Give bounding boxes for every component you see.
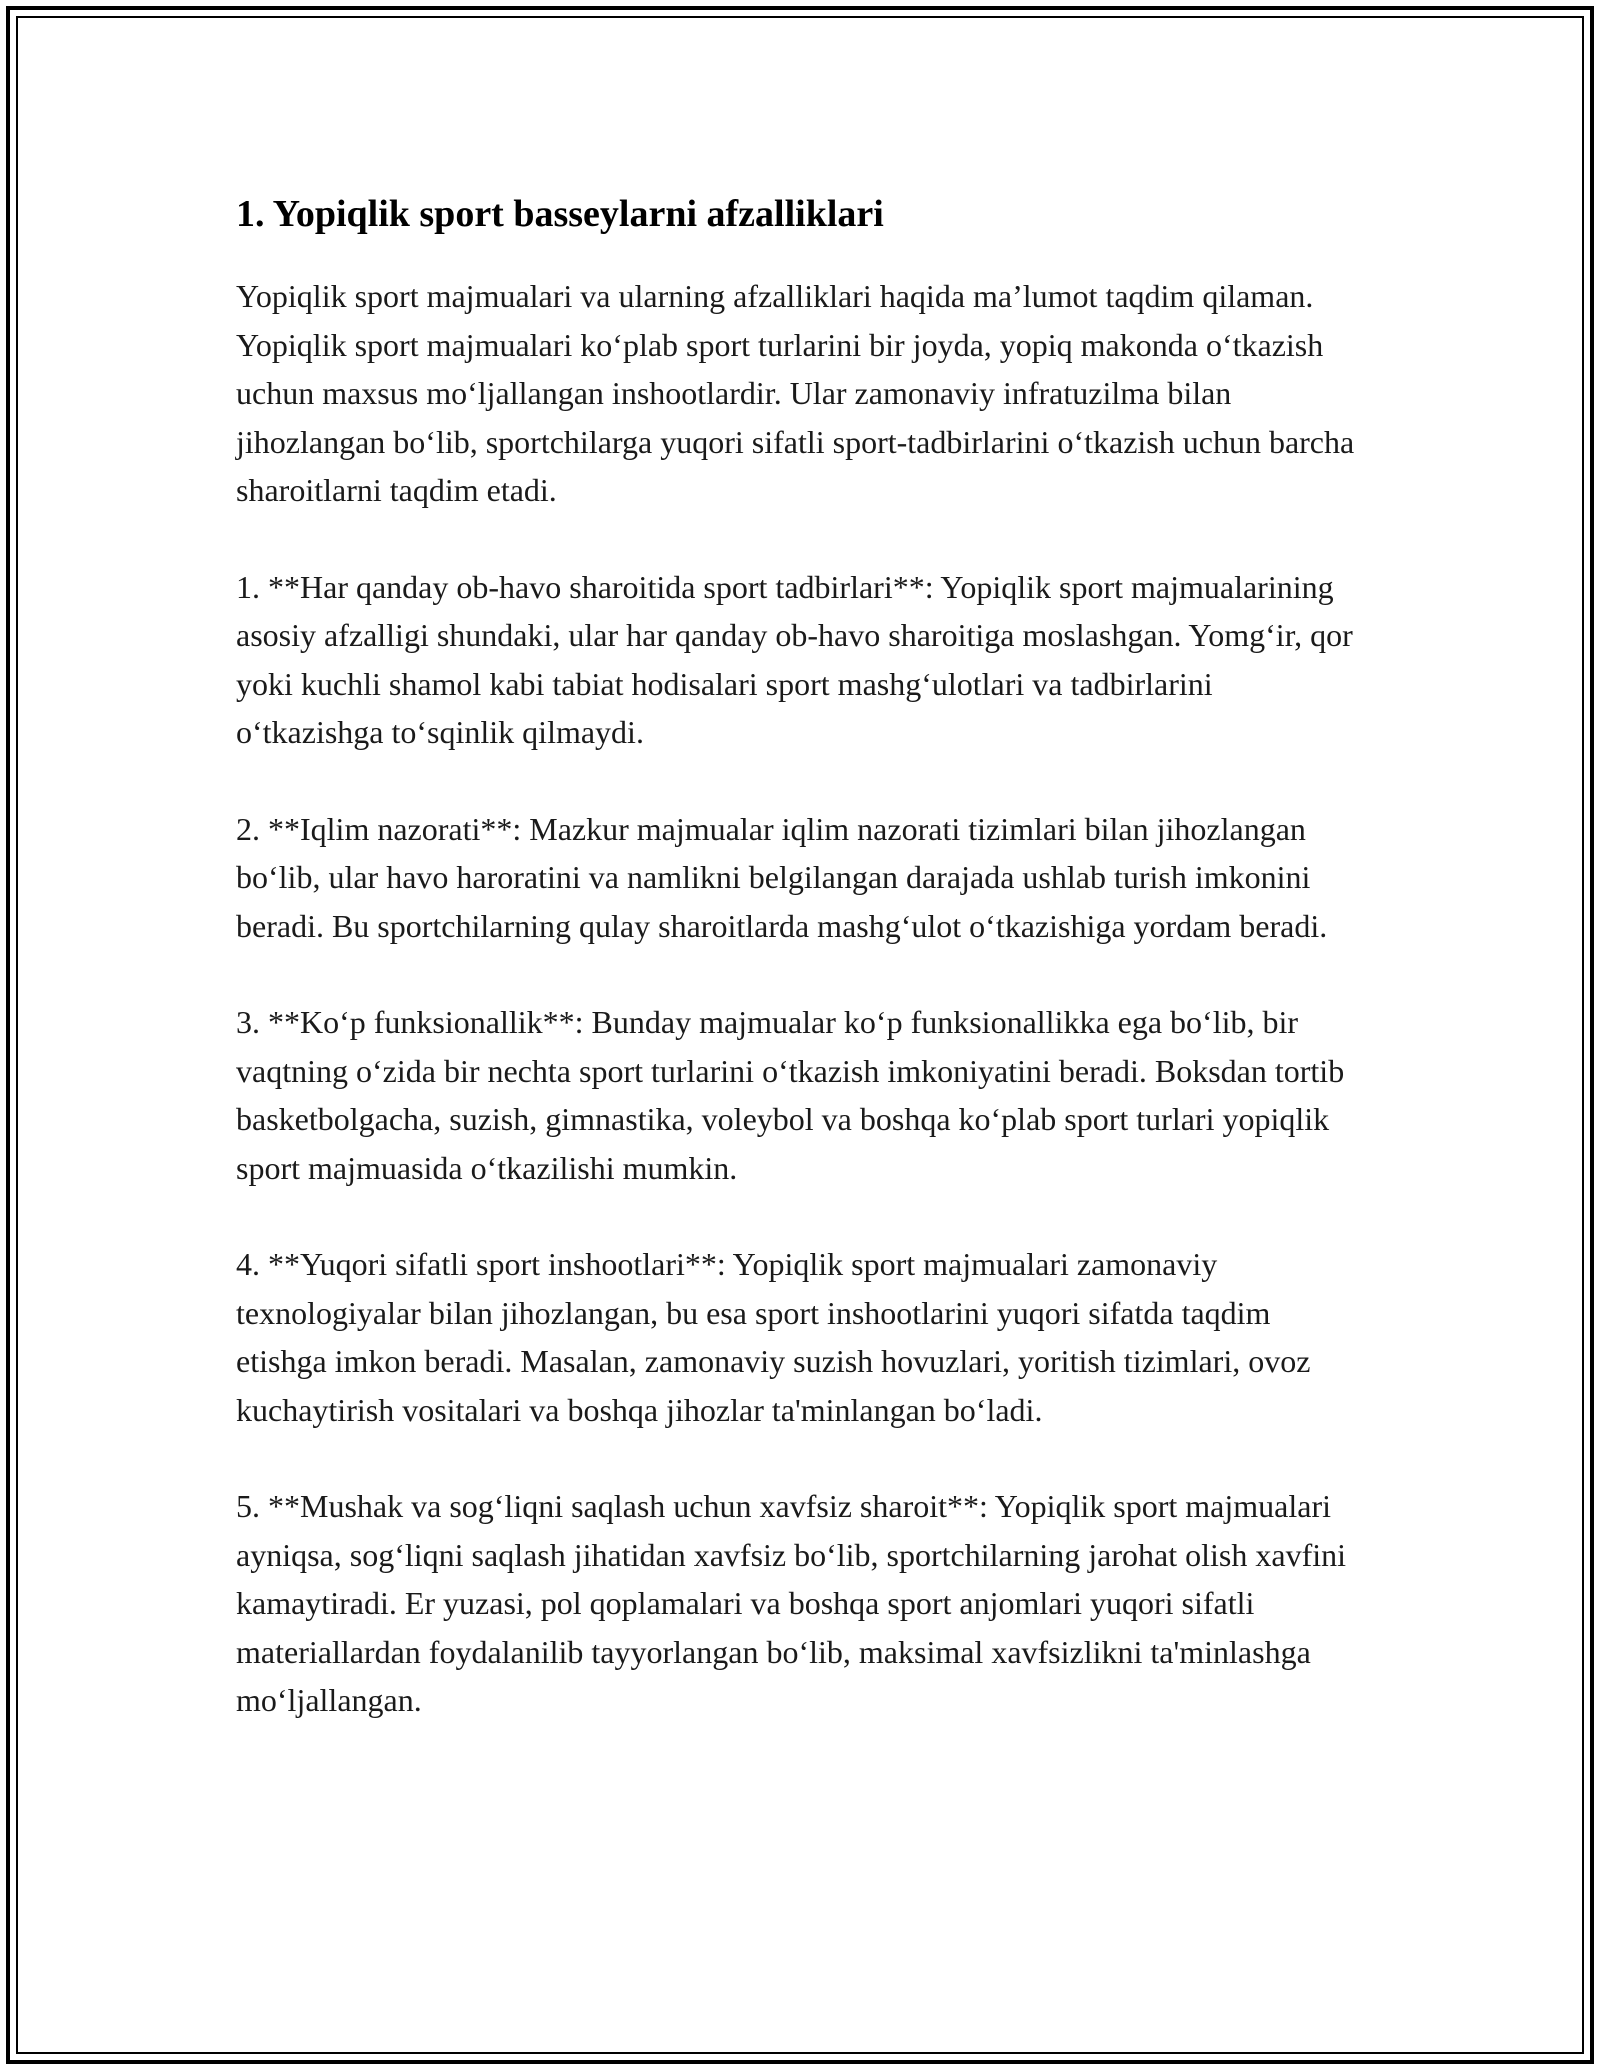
document-body	[236, 184, 1366, 1725]
intro-paragraph: Yopiqlik sport majmualari va ularning afzalliklari haqida ma’lumot taqdim qilaman. Yopiqlik sport majmualari ko‘plab sport turlarini bir joyda, yopiq makonda o‘tkazish uchun maxsus mo‘ljallangan inshootlardir. Ular zamonaviy infratuzilma bilan jihozlangan bo‘lib, sportchilarga yuqori sifatli sport-tadbirlarini o‘tkazish uchun barcha sharoitlarni taqdim etadi.	[236, 278, 1355, 508]
list-item-5: 5. **Mushak va sog‘liqni saqlash uchun xavfsiz sharoit**: Yopiqlik sport majmualari ayniqsa, sog‘liqni saqlash jihatidan xavfsiz bo‘lib, sportchilarning jarohat olish xavfini kamaytiradi. Er yuzasi, pol qoplamalari va boshqa sport anjomlari yuqori sifatli materiallardan foydalanilib tayyorlangan bo‘lib, maksimal xavfsizlikni ta'minlashga mo‘ljallangan.	[236, 1488, 1346, 1718]
page-title: 1. Yopiqlik sport basseylarni afzalliklari	[236, 193, 884, 235]
list-item-4: 4. **Yuqori sifatli sport inshootlari**: Yopiqlik sport majmualari zamonaviy texnologiyalar bilan jihozlangan, bu esa sport inshootlarini yuqori sifatda taqdim etishga imkon beradi. Masalan, zamonaviy suzish hovuzlari, yoritish tizimlari, ovoz kuchaytirish vositalari va boshqa jihozlar ta'minlangan bo‘ladi.	[236, 1246, 1311, 1428]
list-item-2: 2. **Iqlim nazorati**: Mazkur majmualar iqlim nazorati tizimlari bilan jihozlangan bo‘lib, ular havo haroratini va namlikni belgilangan darajada ushlab turish imkonini beradi. Bu sportchilarning qulay sharoitlarda mashg‘ulot o‘tkazishiga yordam beradi.	[236, 810, 1328, 944]
list-item-3: 3. **Ko‘p funksionallik**: Bunday majmualar ko‘p funksionallikka ega bo‘lib, bir vaqtning o‘zida bir nechta sport turlarini o‘tkazish imkoniyatini beradi. Boksdan tortib basketbolgacha, suzish, gimnastika, voleybol va boshqa ko‘plab sport turlari yopiqlik sport majmuasida o‘tkazilishi mumkin.	[236, 1004, 1345, 1186]
list-item-1: 1. **Har qanday ob-havo sharoitida sport tadbirlari**: Yopiqlik sport majmualarining asosiy afzalligi shundaki, ular har qanday ob-havo sharoitiga moslashgan. Yomg‘ir, qor yoki kuchli shamol kabi tabiat hodisalari sport mashg‘ulotlari va tadbirlarini o‘tkazishga to‘sqinlik qilmaydi.	[236, 568, 1353, 750]
